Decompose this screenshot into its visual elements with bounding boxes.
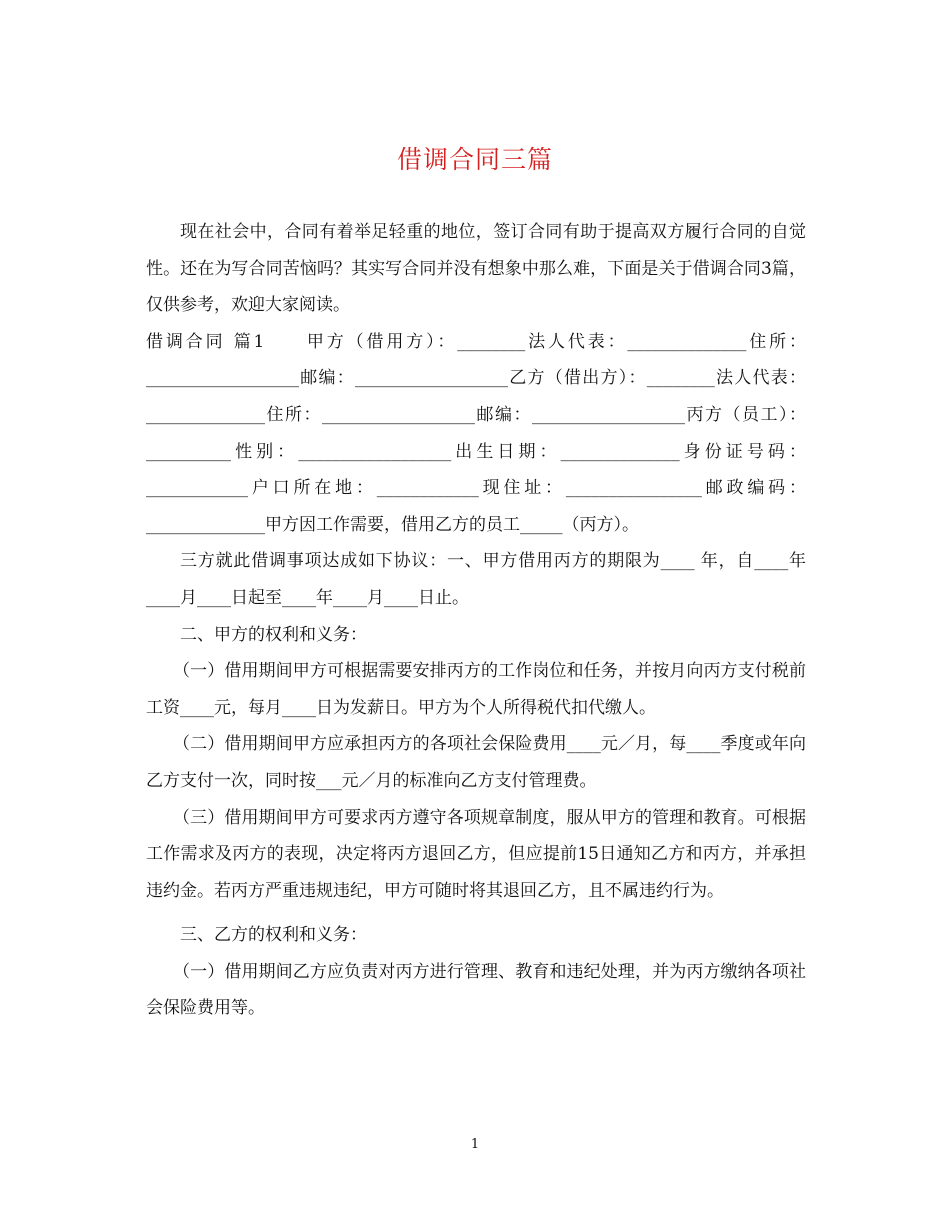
document-title: 借调合同三篇 xyxy=(396,145,553,174)
section-2-heading: 二、甲方的权利和义务： xyxy=(180,624,367,645)
document-body xyxy=(146,214,806,1027)
page-number: 1 xyxy=(470,1137,480,1152)
section-3-item-1: （一）借用期间乙方应负责对丙方进行管理、教育和违纪处理，并为丙方缴纳各项社会保险费用等。 xyxy=(146,961,806,1019)
section-2-item-2: （二）借用期间甲方应承担丙方的各项社会保险费用____元／月，每____季度或年向乙方支付一次，同时按___元／月的标准向乙方支付管理费。 xyxy=(146,734,806,791)
agreement-paragraph: 三方就此借调事项达成如下协议：一、甲方借用丙方的期限为____ 年，自____年____月____日起至____年____月____日止。 xyxy=(146,551,806,608)
parties-paragraph: 借调合同 篇1 甲方（借用方）：________法人代表：______________住所：__________________邮编：__________________乙方（借出方）：________法人代表：______________住所：__________________邮编：__________________丙方（员工）：__________性别：__________________出生日期：______________身份证号码：____________户口所在地：____________现住址：________________邮政编码：______________甲方因工作需要，借用乙方的员工_____（丙方）。 xyxy=(146,331,806,535)
section-2-item-3: （三）借用期间甲方可要求丙方遵守各项规章制度，服从甲方的管理和教育。可根据工作需求及丙方的表现，决定将丙方退回乙方，但应提前15日通知乙方和丙方，并承担违约金。若丙方严重违规违纪，甲方可随时将其退回乙方，且不属违约行为。 xyxy=(146,807,806,901)
intro-paragraph: 现在社会中，合同有着举足轻重的地位，签订合同有助于提高双方履行合同的自觉性。还在为写合同苦恼吗？其实写合同并没有想象中那么难，下面是关于借调合同3篇，仅供参考，欢迎大家阅读。 xyxy=(146,222,806,316)
section-2-item-1: （一）借用期间甲方可根据需要安排丙方的工作岗位和任务，并按月向丙方支付税前工资____元，每月____日为发薪日。甲方为个人所得税代扣代缴人。 xyxy=(146,661,806,718)
section-3-heading: 三、乙方的权利和义务： xyxy=(180,925,367,946)
